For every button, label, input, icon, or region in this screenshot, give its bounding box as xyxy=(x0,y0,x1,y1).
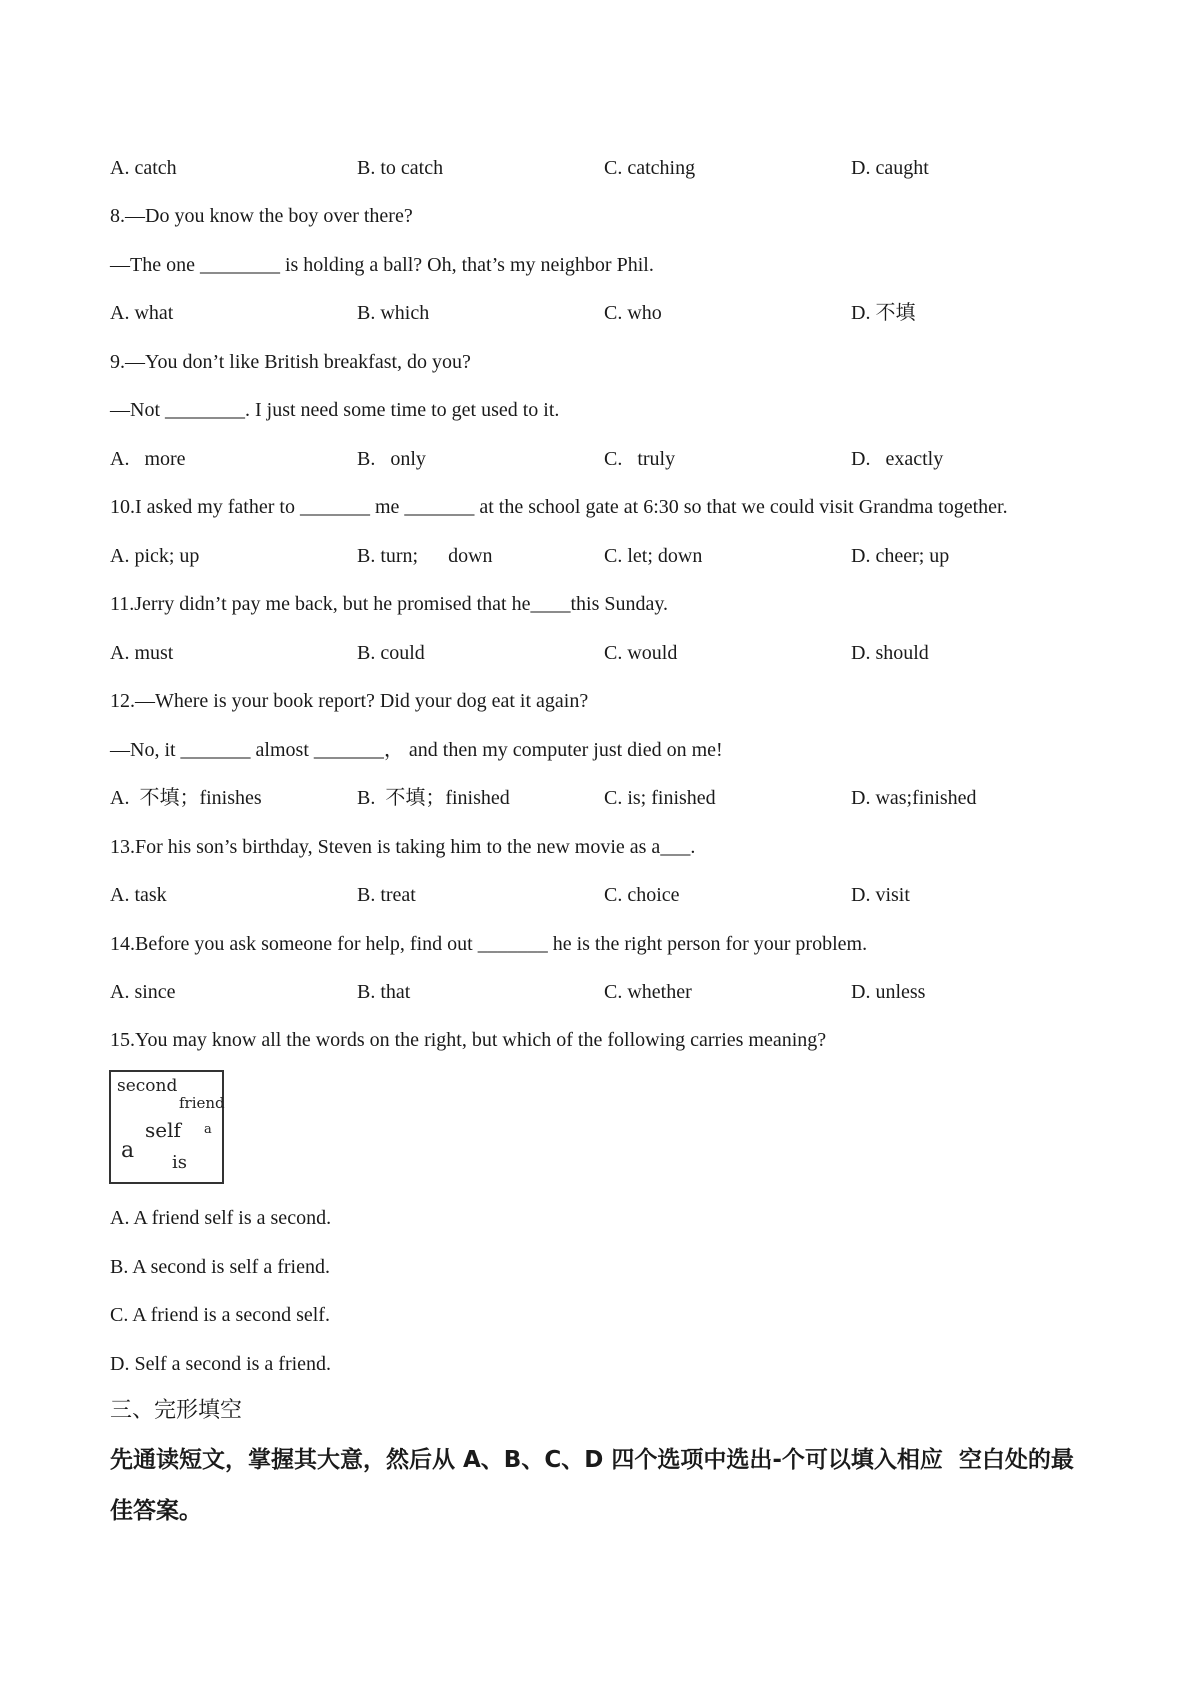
q10-option-c: C. let; down xyxy=(604,545,703,567)
q14-stem: 14.Before you ask someone for help, find out _______ he is the right person for your problem. xyxy=(110,933,868,955)
q15-option-d: D. Self a second is a friend. xyxy=(110,1353,332,1375)
q13-option-b: B. treat xyxy=(357,884,416,906)
q12-option-a: A. 不填；finishes xyxy=(110,787,262,809)
q15-option-b: B. A second is self a friend. xyxy=(110,1256,330,1278)
q9-option-b: B. only xyxy=(357,448,426,470)
q12-option-b: B. 不填；finished xyxy=(357,787,510,809)
q15-stem: 15.You may know all the words on the right, but which of the following carries meaning? xyxy=(110,1029,827,1051)
word-a-small: a xyxy=(204,1122,212,1137)
q13-option-d: D. visit xyxy=(851,884,910,906)
q13-stem: 13.For his son’s birthday, Steven is taking him to the new movie as a___. xyxy=(110,836,696,858)
word-self: self xyxy=(145,1118,181,1142)
q14-option-a: A. since xyxy=(110,981,176,1003)
q10-option-d: D. cheer; up xyxy=(851,545,950,567)
q11-option-b: B. could xyxy=(357,642,425,664)
section-instruction-line1: 先通读短文，掌握其大意，然后从 A、B、C、D 四个选项中选出-个可以填入相应 空白处的最 xyxy=(110,1447,1074,1473)
q8-option-c: C. who xyxy=(604,302,662,324)
q8-option-a: A. what xyxy=(110,302,174,324)
q9-option-c: C. truly xyxy=(604,448,676,470)
word-second: second xyxy=(117,1076,178,1096)
q12-reply: —No, it _______ almost _______， and then my computer just died on me! xyxy=(110,739,723,761)
q7-option-d: D. caught xyxy=(851,157,929,179)
q8-reply: —The one ________ is holding a ball? Oh, that’s my neighbor Phil. xyxy=(110,254,654,276)
word-is: is xyxy=(172,1152,187,1173)
q11-option-d: D. should xyxy=(851,642,929,664)
q7-option-b: B. to catch xyxy=(357,157,444,179)
word-friend: friend xyxy=(179,1094,225,1112)
q9-reply: —Not ________. I just need some time to get used to it. xyxy=(110,399,560,421)
section-heading: 三、完形填空 xyxy=(110,1398,243,1423)
q14-option-b: B. that xyxy=(357,981,411,1003)
q15-option-c: C. A friend is a second self. xyxy=(110,1304,330,1326)
q9-option-d: D. exactly xyxy=(851,448,944,470)
q12-option-c: C. is; finished xyxy=(604,787,716,809)
q10-option-b: B. turn; down xyxy=(357,545,493,567)
section-instruction-line2: 佳答案。 xyxy=(110,1498,202,1524)
q13-option-a: A. task xyxy=(110,884,167,906)
q12-option-d: D. was;finished xyxy=(851,787,977,809)
q8-option-d: D. 不填 xyxy=(851,302,916,324)
q13-option-c: C. choice xyxy=(604,884,680,906)
q10-option-a: A. pick; up xyxy=(110,545,200,567)
q15-word-box xyxy=(109,1070,224,1184)
q12-stem: 12.—Where is your book report? Did your dog eat it again? xyxy=(110,690,589,712)
q10-stem: 10.I asked my father to _______ me _______ at the school gate at 6:30 so that we could visit Grandma together. xyxy=(110,496,1008,518)
q11-option-a: A. must xyxy=(110,642,174,664)
q14-option-d: D. unless xyxy=(851,981,926,1003)
q7-option-a: A. catch xyxy=(110,157,177,179)
q15-option-a: A. A friend self is a second. xyxy=(110,1207,332,1229)
q9-option-a: A. more xyxy=(110,448,186,470)
q11-option-c: C. would xyxy=(604,642,678,664)
q11-stem: 11.Jerry didn’t pay me back, but he promised that he____this Sunday. xyxy=(110,593,669,615)
q8-option-b: B. which xyxy=(357,302,430,324)
q14-option-c: C. whether xyxy=(604,981,692,1003)
q9-stem: 9.—You don’t like British breakfast, do you? xyxy=(110,351,471,373)
word-a-large: a xyxy=(121,1138,135,1163)
q8-stem: 8.—Do you know the boy over there? xyxy=(110,205,413,227)
q7-option-c: C. catching xyxy=(604,157,696,179)
